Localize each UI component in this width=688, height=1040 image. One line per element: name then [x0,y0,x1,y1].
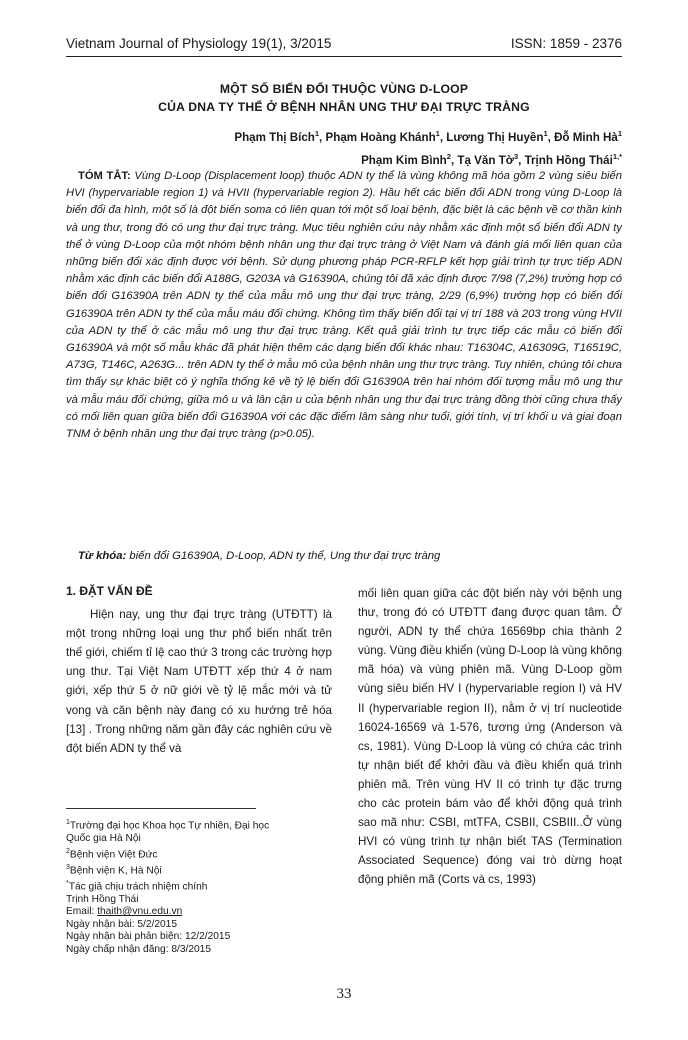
author-name: Phạm Kim Bình [361,153,447,167]
abstract-label: TÓM TẮT: [78,170,131,182]
author-affiliation: 1 [435,129,440,138]
author-name: Trịnh Hồng Thái [524,153,613,167]
right-column [358,584,622,890]
author-affiliation: 1 [314,129,320,138]
journal-name: Vietnam Journal of Physiology 19(1), 3/2015 [66,36,332,51]
keywords-text: biến đổi G16390A, D-Loop, ADN ty thể, Ung thư đại trực tràng [129,550,441,562]
author-affiliation: 1 [543,129,548,138]
footnote-affiliation-1-cont: Quốc gia Hà Nội [66,832,141,844]
footnote-affiliation-2: $^2$Bệnh viện Việt Đức [66,847,158,860]
author-name: Phạm Thị Bích [234,130,315,144]
date-received: Ngày nhận bài: 5/2/2015 [66,918,178,930]
author-affiliation: 3 [513,151,519,161]
body-paragraph: mối liên quan giữa các đột biến này với bệnh ung thư, trong đó có UTĐTT đang được quan tâm. Ở người, ADN ty thể chứa 16569bp chia thành 2 vùng. Vùng điều khiển (vùng D-Loop là vùng không mã hóa) và vùng phiên mã. Vùng D-Loop gồm vùng siêu biến HV I (hypervariable region I) và HV II (hypervariable region II), nằm ở vị trí nucleotide 16024-16569 và 1-576, tương ứng (Anderson và cs, 1981). Vùng D-Loop là vùng có chứa các trình tự nhận biết để khởi đầu và điều khiển quá trình phiên mã. Trên vùng HV II có trình tự đặc trưng cho các protein bám vào để khởi động quá trình sao mã như: CSBI, mtTFA, CSBII, CSBIII..Ở vùng HVI có vùng trình tự nhận biết TAS (Termination Associated Sequence) đóng vai trò dừng hoạt động phiên mã (Corts và cs, 1993) [358,587,622,887]
footnote-divider [66,808,256,809]
body-paragraph: Hiện nay, ung thư đại trực tràng (UTĐTT) là một trong những loại ung thư phổ biến nhất trên thế giới, chiếm tỉ lệ cao thứ 3 trong các trường hợp ung thư. Tại Việt Nam UTĐTT xếp thứ 4 ở nam giới, xếp thứ 5 ở nữ giới về tỷ lệ mắc mới và tử vong và căn bệnh này đang có xu hướng trẻ hóa [13] . Trong những năm gần đây các nghiên cứu về đột biến ADN ty thể và [66,608,332,755]
email-link[interactable]: thaith@vnu.edu.vn [97,906,183,918]
issn: ISSN: 1859 - 2376 [510,36,622,51]
left-column [66,582,332,758]
abstract-text: Vùng D-Loop (Displacement loop) thuộc ADN ty thể là vùng không mã hóa gồm 2 vùng siêu biến HVI (hypervariable region 1) và HVII (hypervariable region 2). Hầu hết các biến đổi ADN trong vùng D-Loop là biến đổi đa hình, một số là đột biến soma có liên quan tới một số loại bệnh, đặc biệt là các bệnh về cơ thần kinh và ung thư, trong đó có ung thư đại trực tràng. Mục tiêu nghiên cứu này nhằm xác định một số biến đổi ADN ty thể ở vùng D-Loop của một nhóm bệnh nhân ung thư đại trực tràng ở Việt Nam và đánh giá mối liên quan của những biến đổi xác định được với bệnh. Sử dụng phương pháp PCR-RFLP kết hợp giải trình tự trực tiếp ADN nhằm xác định các biến đổi A188G, G203A và G16390A, chúng tôi đã xác định được 7/98 (7,2%) trường hợp có biến đổi G16390A trên ADN ty thể của mẫu mô ung thư đại trực tràng, 2/29 (6,9%) trường hợp có biến đổi G16390A trên ADN ty thể của mẫu máu đối chứng. Không tìm thấy biến đổi tại vị trí 188 và 203 trong vùng HVII của ADN ty thể ở các mẫu mô ung thư đại trực tràng. Kết quả giải trình tự trực tiếp các mẫu có biến đổi G16390A và một số mẫu khác đã phát hiện thêm các dạng biến đổi khác nhau: T16304C, A16309G, T16519C, A73G, T146C, A263G... trên ADN ty thể ở mẫu mô của bệnh nhân ung thư trực tràng. Tuy nhiên, chúng tôi chưa tìm thấy sự khác biệt có ý nghĩa thống kê về tỷ lệ biến đổi G16390A trên hai nhóm đối tượng mẫu mô ung thư và mẫu máu đối chứng, giữa mô u và lân cận u của bệnh nhân ung thư đại trực tràng đồng thời cũng chưa thấy có mối liên quan giữa biến đổi G16390A với các đặc điểm lâm sàng như tuổi, giới tính, vị trí khối u và giai đoạn TNM ở bệnh nhân ung thư đại trực tràng (p>0.05). [66,170,622,441]
date-reviewed: Ngày nhận bài phản biện: 12/2/2015 [66,931,231,943]
article-title [66,80,622,116]
section-heading: 1. ĐẶT VẤN ĐỀ [66,584,153,598]
running-header [66,34,622,57]
footnote-corresponding: *Tác giả chịu trách nhiệm chính [66,879,208,892]
footnotes [66,808,306,957]
keywords-label: Từ khóa: [78,550,127,562]
date-accepted: Ngày chấp nhận đăng: 8/3/2015 [66,943,212,955]
abstract [66,168,622,443]
corresponding-email: Email: thaith@vnu.edu.vn [66,906,183,918]
author-name: Lương Thị Huyền [446,130,544,144]
footnote-affiliation-3: $^3$Bệnh viện K, Hà Nội [66,863,162,876]
title-line-1: MỘT SỐ BIẾN ĐỔI THUỘC VÙNG D-LOOP [219,82,469,96]
author-line-1: Phạm Thị Bích$^1$, Phạm Hoàng Khánh$^1$, Lương Thị Huyền$^1$, Đỗ Minh $Hà^1$ [234,129,622,144]
keywords [66,548,622,565]
author-line-2: Phạm Kim Bình$^2$, Tạ Văn Tờ$^3$, Trịnh Hồng Thái$^{1,*}$ [361,151,622,167]
corresponding-author-name: Trịnh Hồng Thái [66,893,139,905]
title-line-2: CỦA DNA TY THỂ Ở BỆNH NHÂN UNG THƯ ĐẠI TRỰC TRÀNG [158,100,530,114]
author-name: Đỗ Minh Hà [554,130,618,144]
author-name: Tạ Văn Tờ [457,153,514,167]
author-affiliation: 1 [617,129,622,138]
author-affiliation: 1,* [612,151,622,161]
author-affiliation: 2 [446,151,451,161]
author-name: Phạm Hoàng Khánh [325,130,436,144]
page-number: 33 [336,986,352,1002]
footnote-affiliation-1: $^1$Trường đại học Khoa học Tự nhiên, Đại học [66,819,270,832]
author-list [66,124,622,170]
